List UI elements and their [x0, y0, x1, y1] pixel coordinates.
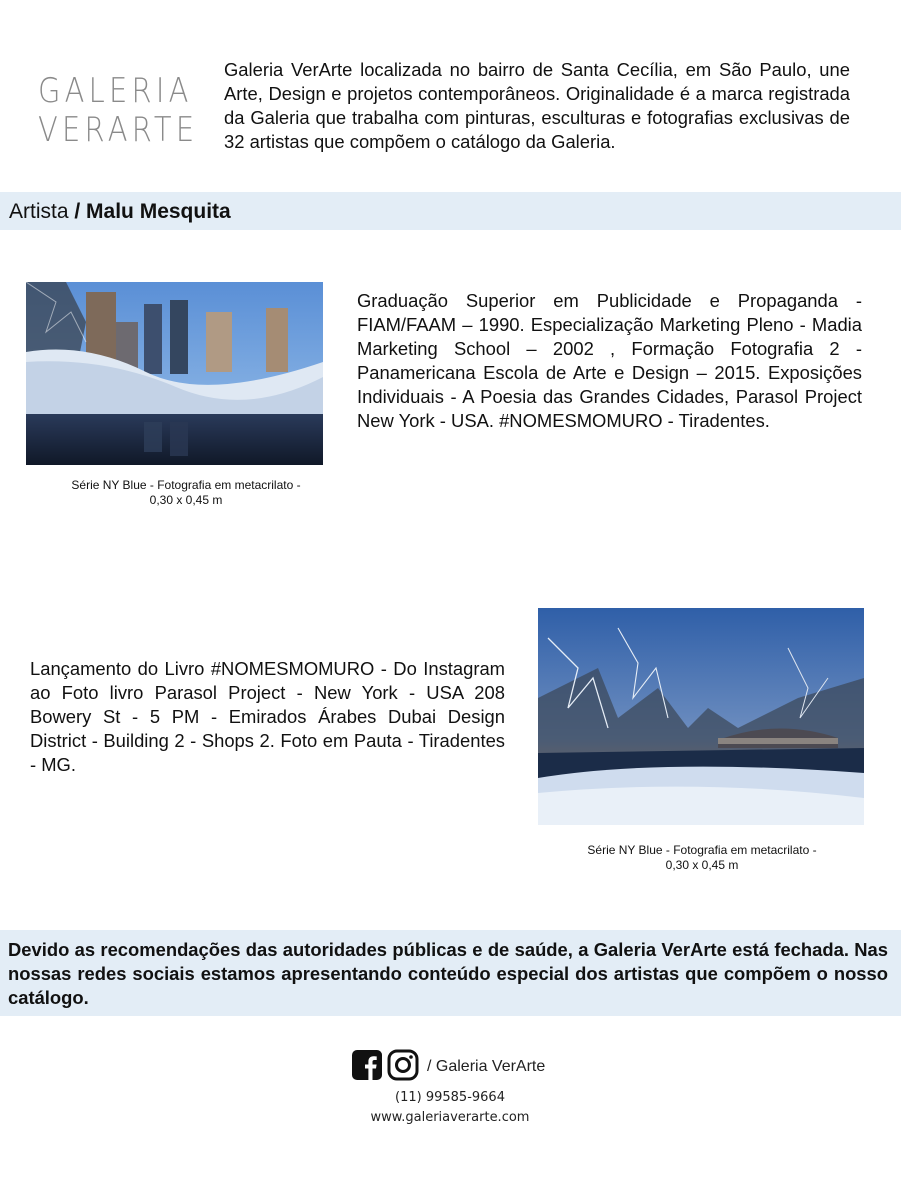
artwork-photo-bridge	[538, 608, 864, 825]
social-links	[352, 1052, 545, 1082]
artist-heading	[9, 200, 231, 224]
website-link[interactable]: www.galeriaverarte.com	[370, 1110, 530, 1125]
instagram-icon[interactable]	[387, 1049, 419, 1086]
artwork-caption-2	[542, 843, 862, 873]
artist-header-bar	[0, 192, 901, 230]
artist-separator: /	[68, 200, 87, 223]
phone-number: (11) 99585-9664	[395, 1090, 505, 1105]
artist-label: Artista	[9, 200, 69, 223]
artist-name: Malu Mesquita	[86, 200, 231, 223]
caption-1-line-2: 0,30 x 0,45 m	[149, 493, 223, 507]
caption-2-line-2: 0,30 x 0,45 m	[665, 858, 739, 872]
facebook-icon[interactable]	[352, 1050, 382, 1085]
caption-2-line-1: Série NY Blue - Fotografia em metacrilato -	[587, 843, 817, 857]
logo-line-1: GALERIA	[38, 71, 193, 111]
social-handle: / Galeria VerArte	[427, 1058, 546, 1075]
gallery-logo	[38, 71, 199, 150]
caption-1-line-1: Série NY Blue - Fotografia em metacrilato -	[71, 478, 301, 492]
logo-line-2: VERARTE	[38, 110, 199, 150]
book-launch-text: Lançamento do Livro #NOMESMOMURO - Do Instagram ao Foto livro Parasol Project - New York - USA 208 Bowery St - 5 PM - Emirados Árabes Dubai Design District - Building 2 - Shops 2. Foto em Pauta - Tiradentes - MG.	[30, 658, 505, 775]
artist-bio: Graduação Superior em Publicidade e Propaganda - FIAM/FAAM – 1990. Especialização Marketing Pleno - Madia Marketing School – 2002 , Formação Fotografia 2 - Panamericana Escola de Arte e Design – 2015. Exposições Individuais - A Poesia das Grandes Cidades, Parasol Project New York - USA. #NOMESMOMURO - Tiradentes.	[357, 290, 862, 431]
closure-notice-bar	[0, 930, 901, 1016]
artwork-caption-1	[26, 478, 346, 508]
artwork-photo-skyline	[26, 282, 323, 465]
gallery-intro: Galeria VerArte localizada no bairro de Santa Cecília, em São Paulo, une Arte, Design e projetos contemporâneos. Originalidade é a marca registrada da Galeria que trabalha com pinturas, esculturas e fotografias exclusivas de 32 artistas que compõem o catálogo da Galeria.	[224, 59, 850, 152]
closure-notice: Devido as recomendações das autoridades públicas e de saúde, a Galeria VerArte está fechada. Nas nossas redes sociais estamos apresentando conteúdo especial dos artistas que compõem o nosso catálogo.	[8, 939, 888, 1008]
